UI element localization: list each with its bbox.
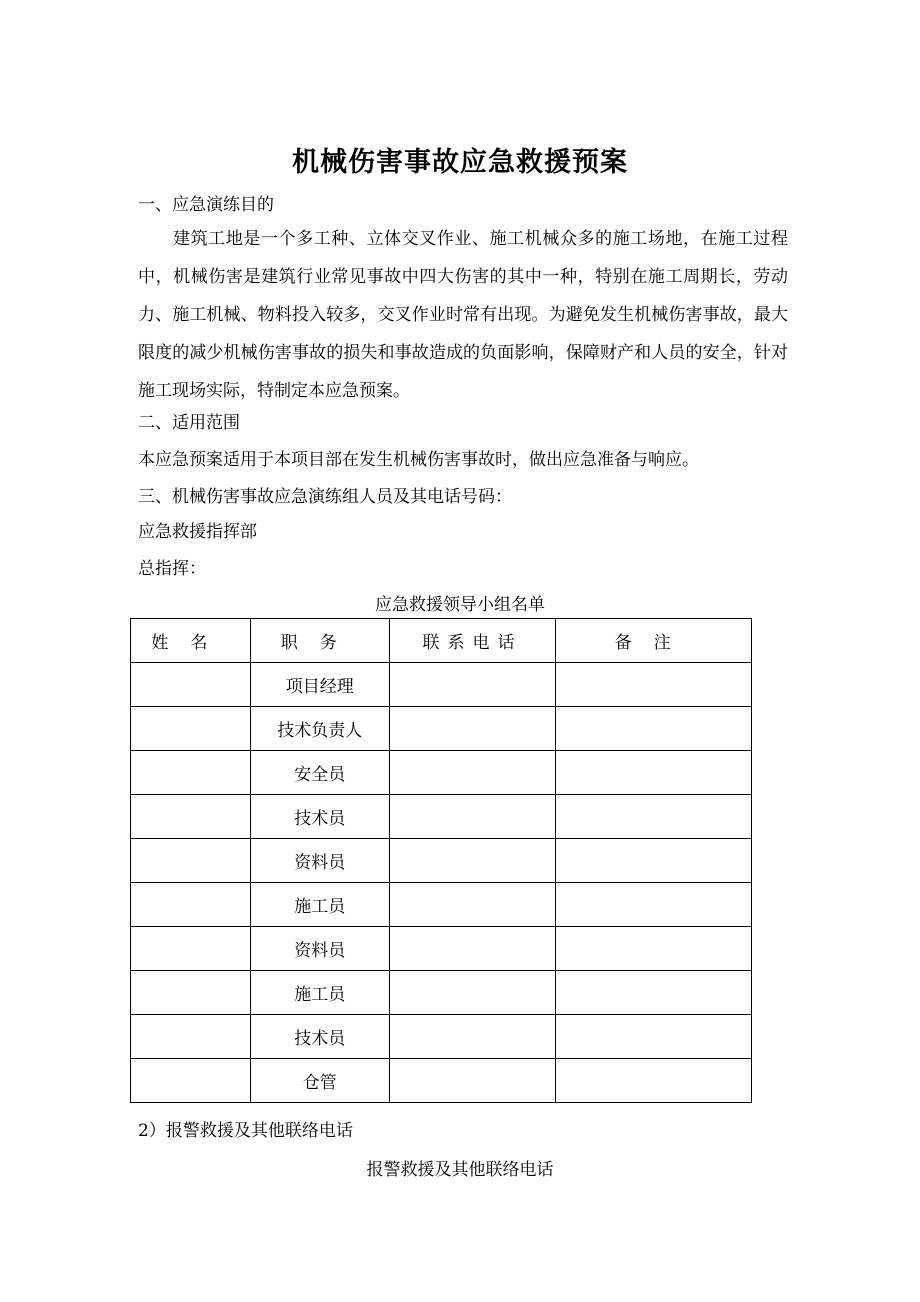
header-name: 姓名 — [131, 619, 251, 663]
cell-note — [556, 1015, 752, 1059]
cell-phone — [389, 751, 556, 795]
table-row — [131, 883, 752, 927]
table-row — [131, 971, 752, 1015]
cell-name — [131, 971, 251, 1015]
cell-name — [131, 927, 251, 971]
cell-phone — [389, 1015, 556, 1059]
cell-phone — [389, 1059, 556, 1103]
cell-role: 项目经理 — [250, 663, 389, 707]
cell-note — [556, 663, 752, 707]
cell-note — [556, 751, 752, 795]
table-row — [131, 1015, 752, 1059]
cell-note — [556, 795, 752, 839]
cell-role: 技术员 — [250, 1015, 389, 1059]
cell-note — [556, 1059, 752, 1103]
subsection2-caption: 报警救援及其他联络电话 — [366, 1160, 554, 1180]
cell-role: 仓管 — [250, 1059, 389, 1103]
subsection2-heading: 2）报警救援及其他联络电话 — [138, 1121, 353, 1141]
section1-heading: 一、应急演练目的 — [138, 195, 274, 215]
cell-phone — [389, 795, 556, 839]
roster-table — [130, 618, 752, 1103]
table-row — [131, 707, 752, 751]
table-row — [131, 927, 752, 971]
header-role: 职务 — [250, 619, 389, 663]
cell-role: 安全员 — [250, 751, 389, 795]
cell-note — [556, 927, 752, 971]
cell-name — [131, 1015, 251, 1059]
cell-phone — [389, 927, 556, 971]
table-row — [131, 839, 752, 883]
cell-note — [556, 883, 752, 927]
section1-body: 建筑工地是一个多工种、立体交叉作业、施工机械众多的施工场地，在施工过程中，机械伤害是建筑行业常见事故中四大伤害的其中一种，特别在施工周期长，劳动力、施工机械、物料投入较多，交叉作业时常有出现。为避免发生机械伤害事故，最大限度的减少机械伤害事故的损失和事故造成的负面影响，保障财产和人员的安全，针对施工现场实际，特制定本应急预案。 — [138, 229, 788, 401]
cell-note — [556, 839, 752, 883]
cell-name — [131, 751, 251, 795]
cell-name — [131, 707, 251, 751]
section2-heading: 二、适用范围 — [138, 413, 240, 433]
cell-role: 技术负责人 — [250, 707, 389, 751]
cell-role: 技术员 — [250, 795, 389, 839]
cell-phone — [389, 663, 556, 707]
cell-name — [131, 1059, 251, 1103]
cell-role: 资料员 — [250, 927, 389, 971]
cell-phone — [389, 839, 556, 883]
table-caption: 应急救援领导小组名单 — [375, 595, 545, 615]
cell-note — [556, 707, 752, 751]
table-row — [131, 663, 752, 707]
header-phone: 联系电话 — [389, 619, 556, 663]
table-header-row — [131, 619, 752, 663]
cell-phone — [389, 971, 556, 1015]
cell-role: 施工员 — [250, 883, 389, 927]
section3-heading: 三、机械伤害事故应急演练组人员及其电话号码： — [138, 487, 512, 507]
cell-role: 资料员 — [250, 839, 389, 883]
cell-role: 施工员 — [250, 971, 389, 1015]
table-row — [131, 751, 752, 795]
header-note: 备注 — [556, 619, 752, 663]
section2-body: 本应急预案适用于本项目部在发生机械伤害事故时，做出应急准备与响应。 — [138, 450, 699, 470]
cell-name — [131, 795, 251, 839]
cell-note — [556, 971, 752, 1015]
table-row — [131, 795, 752, 839]
cell-phone — [389, 883, 556, 927]
document-title: 机械伤害事故应急救援预案 — [292, 147, 628, 178]
cell-name — [131, 883, 251, 927]
table-row — [131, 1059, 752, 1103]
command-label: 应急救援指挥部 — [138, 522, 257, 542]
cell-phone — [389, 707, 556, 751]
cell-name — [131, 663, 251, 707]
chief-label: 总指挥： — [138, 559, 206, 579]
cell-name — [131, 839, 251, 883]
